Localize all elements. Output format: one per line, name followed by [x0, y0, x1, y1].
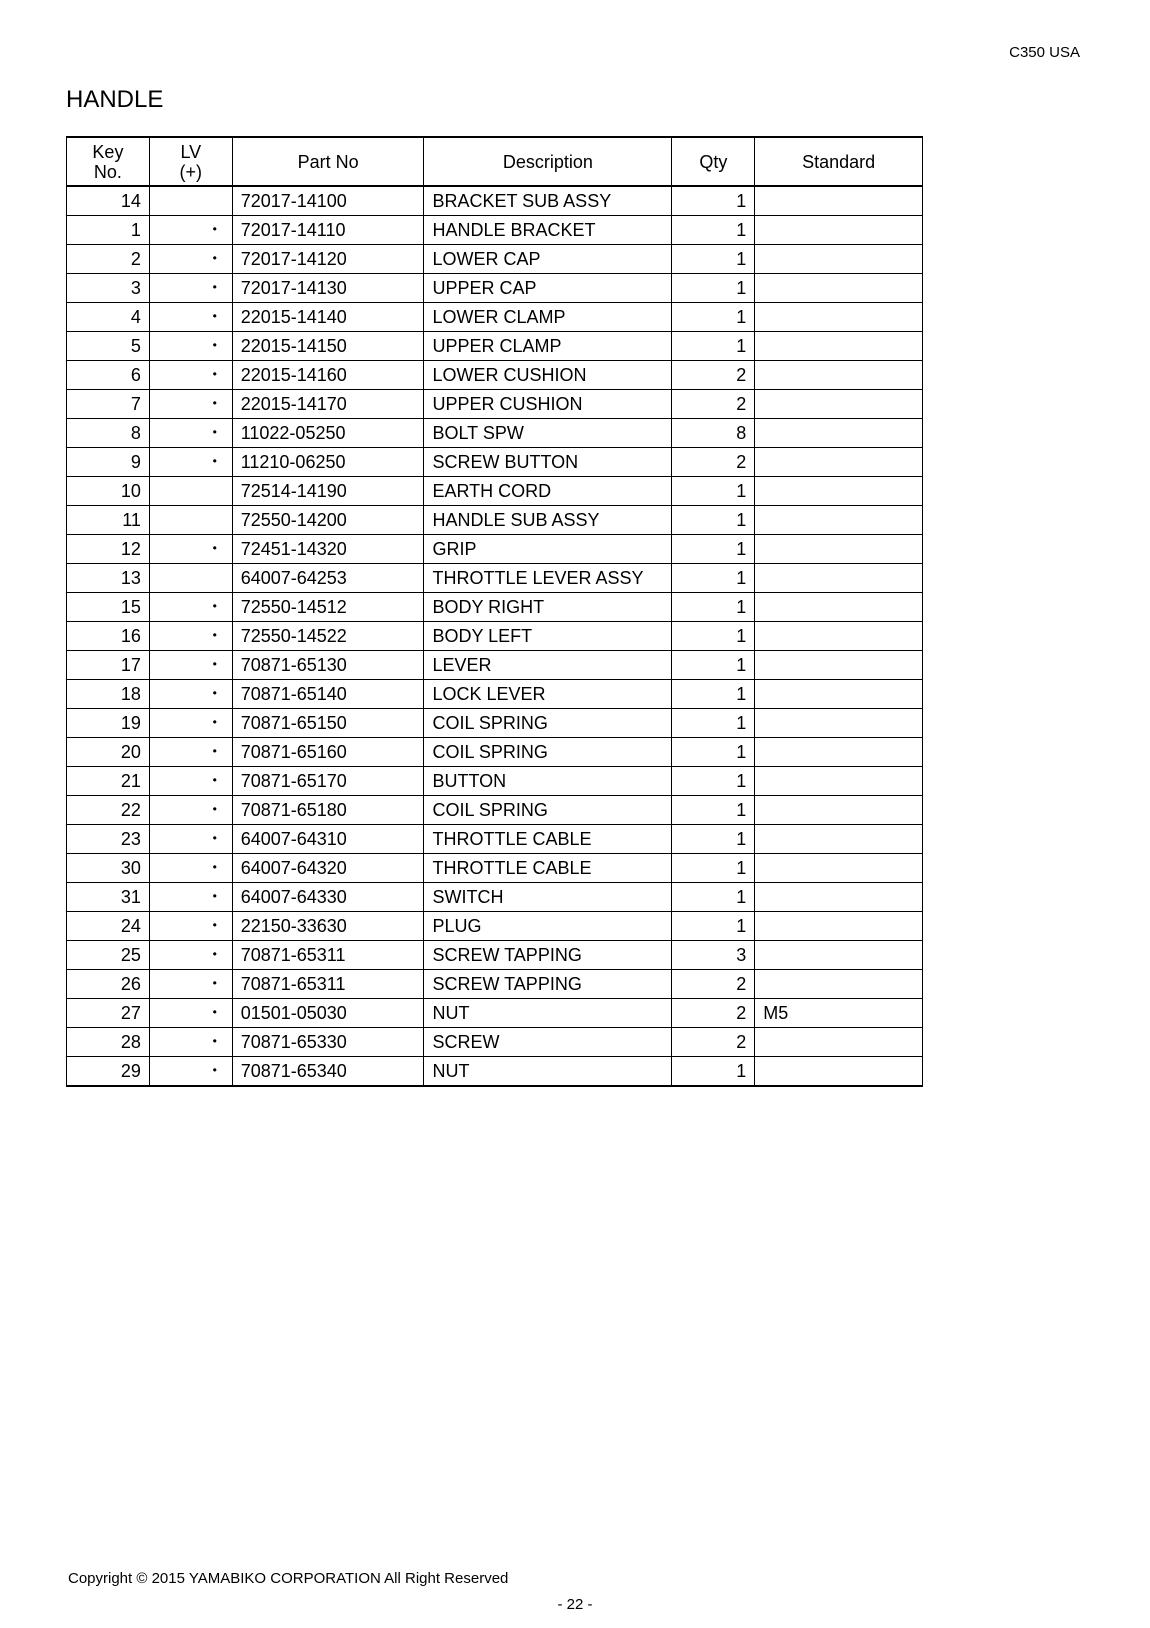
- standard-cell: [755, 941, 923, 970]
- key-no-cell: 30: [67, 854, 150, 883]
- qty-cell: 1: [672, 622, 755, 651]
- key-no-cell: 3: [67, 274, 150, 303]
- lv-cell: ・: [149, 622, 232, 651]
- lv-cell: ・: [149, 361, 232, 390]
- parts-table-body: [67, 186, 923, 1086]
- table-row: [67, 767, 923, 796]
- table-row: [67, 622, 923, 651]
- key-no-cell: 5: [67, 332, 150, 361]
- description-cell: SCREW TAPPING: [424, 941, 672, 970]
- table-row: [67, 564, 923, 593]
- lv-cell: ・: [149, 419, 232, 448]
- key-header-line2: No.: [93, 161, 122, 182]
- copyright-notice: Copyright © 2015 YAMABIKO CORPORATION All Right Reserved: [68, 1570, 509, 1587]
- lv-cell: ・: [149, 883, 232, 912]
- qty-cell: 1: [672, 912, 755, 941]
- lv-cell: ・: [149, 767, 232, 796]
- qty-cell: 1: [672, 680, 755, 709]
- part-no-cell: 64007-64310: [232, 825, 424, 854]
- lv-cell: ・: [149, 912, 232, 941]
- key-no-cell: 22: [67, 796, 150, 825]
- page-title: HANDLE: [66, 86, 164, 113]
- lv-cell: ・: [149, 448, 232, 477]
- table-row: [67, 941, 923, 970]
- standard-cell: [755, 680, 923, 709]
- part-no-cell: 64007-64320: [232, 854, 424, 883]
- lv-cell: ・: [149, 332, 232, 361]
- lv-cell: ・: [149, 535, 232, 564]
- description-cell: COIL SPRING: [424, 796, 672, 825]
- column-header-description: Description: [424, 137, 672, 186]
- part-no-cell: 01501-05030: [232, 999, 424, 1028]
- table-row: [67, 390, 923, 419]
- key-no-cell: 21: [67, 767, 150, 796]
- lv-cell: ・: [149, 274, 232, 303]
- part-no-cell: 22015-14160: [232, 361, 424, 390]
- qty-cell: 2: [672, 970, 755, 999]
- lv-cell: ・: [149, 593, 232, 622]
- description-cell: NUT: [424, 999, 672, 1028]
- part-no-cell: 72514-14190: [232, 477, 424, 506]
- description-cell: GRIP: [424, 535, 672, 564]
- standard-cell: [755, 274, 923, 303]
- table-row: [67, 854, 923, 883]
- qty-cell: 1: [672, 883, 755, 912]
- key-no-cell: 29: [67, 1057, 150, 1087]
- qty-cell: 1: [672, 854, 755, 883]
- key-no-cell: 24: [67, 912, 150, 941]
- part-no-cell: 72017-14110: [232, 216, 424, 245]
- key-no-cell: 10: [67, 477, 150, 506]
- parts-table: [66, 136, 923, 1087]
- table-row: [67, 912, 923, 941]
- part-no-cell: 70871-65311: [232, 970, 424, 999]
- key-header-line1: Key: [92, 141, 124, 162]
- lv-cell: ・: [149, 303, 232, 332]
- key-no-cell: 18: [67, 680, 150, 709]
- part-no-cell: 70871-65180: [232, 796, 424, 825]
- part-no-cell: 22150-33630: [232, 912, 424, 941]
- description-cell: UPPER CUSHION: [424, 390, 672, 419]
- qty-cell: 2: [672, 390, 755, 419]
- description-cell: COIL SPRING: [424, 709, 672, 738]
- part-no-cell: 70871-65170: [232, 767, 424, 796]
- table-row: [67, 448, 923, 477]
- key-no-cell: 7: [67, 390, 150, 419]
- qty-cell: 2: [672, 361, 755, 390]
- lv-cell: ・: [149, 854, 232, 883]
- key-no-cell: 1: [67, 216, 150, 245]
- standard-cell: [755, 535, 923, 564]
- description-cell: THROTTLE LEVER ASSY: [424, 564, 672, 593]
- part-no-cell: 70871-65340: [232, 1057, 424, 1087]
- table-row: [67, 593, 923, 622]
- standard-cell: [755, 419, 923, 448]
- qty-cell: 1: [672, 1057, 755, 1087]
- description-cell: PLUG: [424, 912, 672, 941]
- qty-cell: 1: [672, 274, 755, 303]
- standard-cell: [755, 448, 923, 477]
- lv-header-line2: (+): [179, 161, 203, 182]
- standard-cell: [755, 564, 923, 593]
- qty-cell: 1: [672, 245, 755, 274]
- part-no-cell: 70871-65311: [232, 941, 424, 970]
- description-cell: SWITCH: [424, 883, 672, 912]
- table-row: [67, 332, 923, 361]
- standard-cell: [755, 245, 923, 274]
- lv-cell: [149, 186, 232, 216]
- standard-cell: [755, 883, 923, 912]
- table-row: [67, 883, 923, 912]
- lv-cell: ・: [149, 390, 232, 419]
- description-cell: LOWER CAP: [424, 245, 672, 274]
- standard-cell: [755, 709, 923, 738]
- key-no-cell: 9: [67, 448, 150, 477]
- lv-cell: [149, 564, 232, 593]
- standard-cell: [755, 390, 923, 419]
- table-row: [67, 506, 923, 535]
- header-row: [67, 137, 923, 186]
- qty-cell: 1: [672, 564, 755, 593]
- qty-cell: 1: [672, 535, 755, 564]
- lv-cell: ・: [149, 709, 232, 738]
- standard-cell: [755, 477, 923, 506]
- key-no-cell: 15: [67, 593, 150, 622]
- qty-cell: 3: [672, 941, 755, 970]
- qty-cell: 1: [672, 593, 755, 622]
- standard-cell: [755, 912, 923, 941]
- description-cell: NUT: [424, 1057, 672, 1087]
- column-header-key-no: [67, 137, 150, 186]
- qty-cell: 1: [672, 767, 755, 796]
- lv-cell: ・: [149, 941, 232, 970]
- table-row: [67, 186, 923, 216]
- lv-cell: ・: [149, 825, 232, 854]
- column-header-part-no: Part No: [232, 137, 424, 186]
- description-cell: SCREW BUTTON: [424, 448, 672, 477]
- part-no-cell: 70871-65130: [232, 651, 424, 680]
- qty-cell: 1: [672, 303, 755, 332]
- key-no-cell: 26: [67, 970, 150, 999]
- lv-cell: ・: [149, 1028, 232, 1057]
- description-cell: SCREW: [424, 1028, 672, 1057]
- table-row: [67, 303, 923, 332]
- part-no-cell: 72550-14512: [232, 593, 424, 622]
- qty-cell: 2: [672, 1028, 755, 1057]
- standard-cell: [755, 767, 923, 796]
- part-no-cell: 72550-14200: [232, 506, 424, 535]
- key-no-cell: 14: [67, 186, 150, 216]
- part-no-cell: 22015-14170: [232, 390, 424, 419]
- table-row: [67, 361, 923, 390]
- description-cell: UPPER CLAMP: [424, 332, 672, 361]
- qty-cell: 1: [672, 738, 755, 767]
- table-row: [67, 274, 923, 303]
- key-no-cell: 27: [67, 999, 150, 1028]
- description-cell: COIL SPRING: [424, 738, 672, 767]
- key-no-cell: 23: [67, 825, 150, 854]
- part-no-cell: 22015-14150: [232, 332, 424, 361]
- part-no-cell: 70871-65140: [232, 680, 424, 709]
- lv-cell: ・: [149, 970, 232, 999]
- key-no-cell: 17: [67, 651, 150, 680]
- standard-cell: [755, 303, 923, 332]
- description-cell: LOWER CLAMP: [424, 303, 672, 332]
- lv-cell: ・: [149, 245, 232, 274]
- table-row: [67, 477, 923, 506]
- key-no-cell: 11: [67, 506, 150, 535]
- key-no-cell: 2: [67, 245, 150, 274]
- description-cell: UPPER CAP: [424, 274, 672, 303]
- standard-cell: [755, 361, 923, 390]
- lv-cell: ・: [149, 999, 232, 1028]
- lv-cell: ・: [149, 651, 232, 680]
- lv-cell: ・: [149, 216, 232, 245]
- standard-cell: [755, 796, 923, 825]
- description-cell: BODY LEFT: [424, 622, 672, 651]
- column-header-standard: Standard: [755, 137, 923, 186]
- key-no-cell: 28: [67, 1028, 150, 1057]
- qty-cell: 8: [672, 419, 755, 448]
- table-row: [67, 825, 923, 854]
- parts-table-header: [67, 137, 923, 186]
- description-cell: HANDLE BRACKET: [424, 216, 672, 245]
- model-label: C350 USA: [1009, 44, 1080, 61]
- description-cell: EARTH CORD: [424, 477, 672, 506]
- page-number: - 22 -: [557, 1596, 593, 1613]
- table-row: [67, 419, 923, 448]
- qty-cell: 1: [672, 186, 755, 216]
- qty-cell: 1: [672, 651, 755, 680]
- column-header-qty: Qty: [672, 137, 755, 186]
- qty-cell: 1: [672, 332, 755, 361]
- lv-cell: ・: [149, 1057, 232, 1087]
- key-no-cell: 8: [67, 419, 150, 448]
- table-row: [67, 651, 923, 680]
- part-no-cell: 72017-14100: [232, 186, 424, 216]
- lv-cell: [149, 506, 232, 535]
- table-row: [67, 1028, 923, 1057]
- table-row: [67, 796, 923, 825]
- key-no-cell: 16: [67, 622, 150, 651]
- description-cell: THROTTLE CABLE: [424, 854, 672, 883]
- part-no-cell: 72017-14120: [232, 245, 424, 274]
- lv-header-line1: LV: [180, 141, 202, 162]
- qty-cell: 2: [672, 999, 755, 1028]
- table-row: [67, 1057, 923, 1087]
- standard-cell: [755, 651, 923, 680]
- description-cell: BODY RIGHT: [424, 593, 672, 622]
- description-cell: SCREW TAPPING: [424, 970, 672, 999]
- table-row: [67, 738, 923, 767]
- table-row: [67, 709, 923, 738]
- part-no-cell: 11210-06250: [232, 448, 424, 477]
- key-no-cell: 20: [67, 738, 150, 767]
- table-row: [67, 680, 923, 709]
- qty-cell: 1: [672, 216, 755, 245]
- standard-cell: [755, 186, 923, 216]
- standard-cell: [755, 506, 923, 535]
- description-cell: BOLT SPW: [424, 419, 672, 448]
- lv-cell: ・: [149, 680, 232, 709]
- table-row: [67, 970, 923, 999]
- standard-cell: [755, 216, 923, 245]
- description-cell: HANDLE SUB ASSY: [424, 506, 672, 535]
- part-no-cell: 22015-14140: [232, 303, 424, 332]
- description-cell: LOWER CUSHION: [424, 361, 672, 390]
- standard-cell: [755, 622, 923, 651]
- table-row: [67, 245, 923, 274]
- lv-cell: [149, 477, 232, 506]
- qty-cell: 1: [672, 709, 755, 738]
- standard-cell: [755, 738, 923, 767]
- standard-cell: [755, 593, 923, 622]
- qty-cell: 2: [672, 448, 755, 477]
- column-header-lv: [149, 137, 232, 186]
- key-no-cell: 31: [67, 883, 150, 912]
- key-no-cell: 12: [67, 535, 150, 564]
- qty-cell: 1: [672, 796, 755, 825]
- part-no-cell: 72550-14522: [232, 622, 424, 651]
- key-no-cell: 19: [67, 709, 150, 738]
- standard-cell: [755, 825, 923, 854]
- part-no-cell: 70871-65330: [232, 1028, 424, 1057]
- table-row: [67, 535, 923, 564]
- qty-cell: 1: [672, 825, 755, 854]
- description-cell: THROTTLE CABLE: [424, 825, 672, 854]
- description-cell: BRACKET SUB ASSY: [424, 186, 672, 216]
- qty-cell: 1: [672, 506, 755, 535]
- standard-cell: [755, 1057, 923, 1087]
- part-no-cell: 72451-14320: [232, 535, 424, 564]
- key-no-cell: 25: [67, 941, 150, 970]
- table-row: [67, 216, 923, 245]
- description-cell: BUTTON: [424, 767, 672, 796]
- standard-cell: [755, 1028, 923, 1057]
- standard-cell: M5: [755, 999, 923, 1028]
- part-no-cell: 70871-65150: [232, 709, 424, 738]
- standard-cell: [755, 854, 923, 883]
- standard-cell: [755, 970, 923, 999]
- table-row: [67, 999, 923, 1028]
- key-no-cell: 4: [67, 303, 150, 332]
- part-no-cell: 64007-64330: [232, 883, 424, 912]
- part-no-cell: 70871-65160: [232, 738, 424, 767]
- description-cell: LOCK LEVER: [424, 680, 672, 709]
- lv-cell: ・: [149, 738, 232, 767]
- part-no-cell: 72017-14130: [232, 274, 424, 303]
- standard-cell: [755, 332, 923, 361]
- key-no-cell: 13: [67, 564, 150, 593]
- lv-cell: ・: [149, 796, 232, 825]
- description-cell: LEVER: [424, 651, 672, 680]
- part-no-cell: 11022-05250: [232, 419, 424, 448]
- key-no-cell: 6: [67, 361, 150, 390]
- qty-cell: 1: [672, 477, 755, 506]
- part-no-cell: 64007-64253: [232, 564, 424, 593]
